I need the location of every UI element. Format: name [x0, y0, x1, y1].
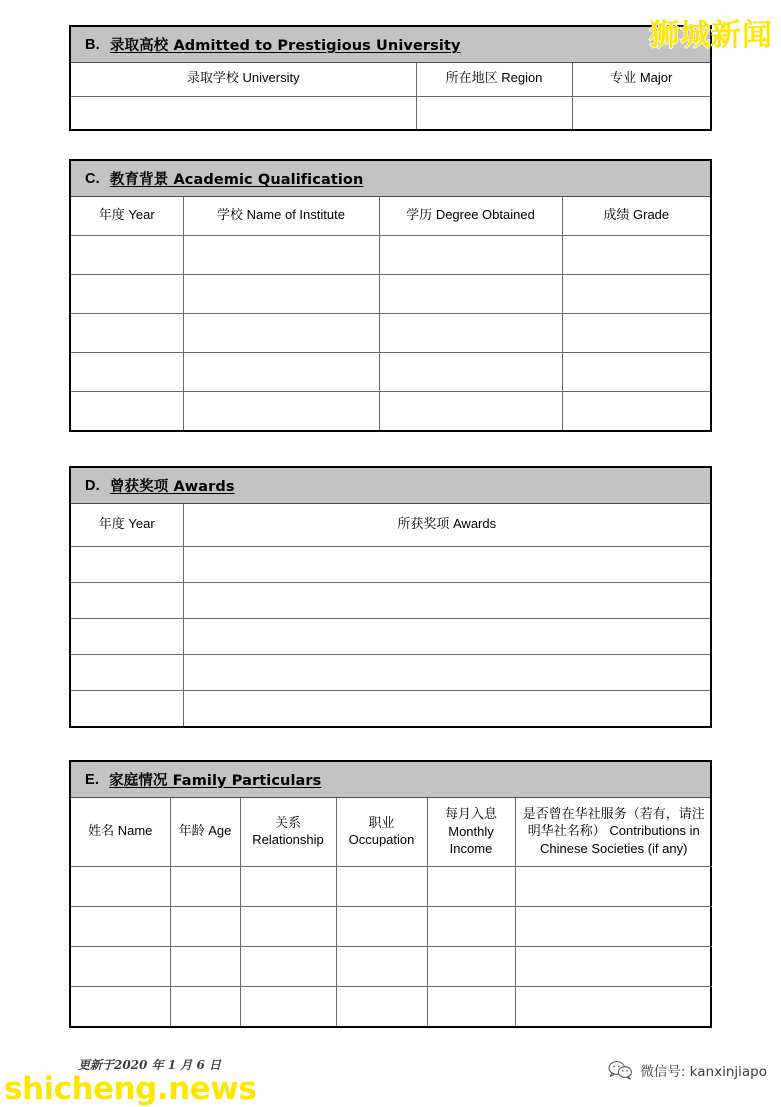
input-cell-monthly-income[interactable]	[427, 946, 515, 986]
input-cell-year[interactable]	[71, 618, 183, 654]
input-cell-contributions[interactable]	[515, 866, 712, 906]
input-cell-award[interactable]	[183, 654, 710, 690]
table-row	[71, 391, 710, 430]
section-e-table	[71, 798, 712, 1026]
column-header-relationship	[240, 798, 336, 866]
section-e-title: 家庭情况 Family Particulars	[109, 773, 322, 789]
input-cell-year[interactable]	[71, 391, 183, 430]
column-header-degree	[379, 197, 562, 235]
section-c-letter: C.	[85, 170, 100, 187]
input-cell-age[interactable]	[170, 986, 240, 1026]
input-cell-institute[interactable]	[183, 235, 379, 274]
section-c-table	[71, 197, 710, 430]
input-cell-degree[interactable]	[379, 235, 562, 274]
table-row	[71, 654, 710, 690]
table-row	[71, 946, 712, 986]
input-cell-degree[interactable]	[379, 313, 562, 352]
table-row	[71, 906, 712, 946]
footer-wechat	[607, 1060, 767, 1080]
column-header-institute	[183, 197, 379, 235]
input-cell-year[interactable]	[71, 582, 183, 618]
column-header-year-en: Year	[128, 515, 155, 531]
table-row	[71, 352, 710, 391]
input-cell-occupation[interactable]	[336, 906, 427, 946]
column-header-year	[71, 197, 183, 235]
input-cell-degree[interactable]	[379, 391, 562, 430]
column-header-name-en: Name	[117, 822, 153, 838]
section-d-title: 曾获奖项 Awards	[109, 479, 235, 495]
watermark-bottom-left: shicheng.news	[4, 1071, 257, 1107]
input-cell-name[interactable]	[71, 866, 170, 906]
column-header-awards	[183, 504, 710, 546]
column-header-occupation	[336, 798, 427, 866]
column-header-name-cn: 姓名	[88, 823, 115, 839]
input-cell-institute[interactable]	[183, 274, 379, 313]
input-cell-institute[interactable]	[183, 391, 379, 430]
table-header-row	[71, 63, 710, 96]
column-header-year	[71, 504, 183, 546]
input-cell-age[interactable]	[170, 946, 240, 986]
input-cell-occupation[interactable]	[336, 866, 427, 906]
column-header-awards-en: Awards	[453, 515, 497, 531]
section-b-table	[71, 63, 710, 129]
input-cell-grade[interactable]	[562, 274, 710, 313]
input-cell-age[interactable]	[170, 906, 240, 946]
table-row	[71, 582, 710, 618]
input-cell-degree[interactable]	[379, 352, 562, 391]
table-row	[71, 274, 710, 313]
column-header-region-en: Region	[501, 70, 543, 86]
input-cell-relationship[interactable]	[240, 866, 336, 906]
column-header-region-cn: 所在地区	[445, 71, 498, 87]
column-header-relationship-en: Relationship	[252, 832, 324, 848]
input-cell-award[interactable]	[183, 546, 710, 582]
column-header-year-cn: 年度	[98, 207, 125, 223]
column-header-institute-cn: 学校	[217, 207, 244, 223]
column-header-contributions-en: Contributions in Chinese Societies (if any)	[540, 823, 700, 857]
input-cell-monthly-income[interactable]	[427, 866, 515, 906]
input-cell-age[interactable]	[170, 866, 240, 906]
input-cell-year[interactable]	[71, 235, 183, 274]
input-cell-university[interactable]	[71, 96, 416, 129]
input-cell-grade[interactable]	[562, 235, 710, 274]
table-row	[71, 96, 710, 129]
input-cell-name[interactable]	[71, 906, 170, 946]
column-header-contributions	[515, 798, 712, 866]
input-cell-degree[interactable]	[379, 274, 562, 313]
section-e-header	[71, 762, 710, 798]
input-cell-year[interactable]	[71, 352, 183, 391]
column-header-university	[71, 63, 416, 96]
input-cell-grade[interactable]	[562, 352, 710, 391]
input-cell-relationship[interactable]	[240, 946, 336, 986]
input-cell-year[interactable]	[71, 546, 183, 582]
column-header-major-cn: 专业	[610, 71, 637, 87]
column-header-grade-cn: 成绩	[603, 207, 630, 223]
column-header-monthly-income-cn: 每月入息	[444, 807, 497, 823]
input-cell-year[interactable]	[71, 690, 183, 726]
input-cell-major[interactable]	[572, 96, 710, 129]
input-cell-name[interactable]	[71, 946, 170, 986]
watermark-top-right: 狮城新闻	[649, 18, 773, 53]
section-b-letter: B.	[85, 36, 100, 53]
input-cell-grade[interactable]	[562, 391, 710, 430]
column-header-institute-en: Name of Institute	[246, 206, 345, 222]
column-header-contributions-cn: 是否曾在华社服务（若有，请注明华社名称）	[522, 806, 705, 840]
column-header-year-cn: 年度	[98, 516, 125, 532]
input-cell-monthly-income[interactable]	[427, 906, 515, 946]
input-cell-region[interactable]	[416, 96, 572, 129]
input-cell-year[interactable]	[71, 654, 183, 690]
section-e-letter: E.	[85, 771, 100, 788]
column-header-monthly-income-en: Monthly Income	[448, 823, 494, 856]
wechat-id-label: 微信号: kanxinjiapo	[640, 1064, 767, 1080]
section-b-admitted-university	[69, 25, 712, 131]
section-d-awards	[69, 466, 712, 728]
input-cell-relationship[interactable]	[240, 986, 336, 1026]
column-header-monthly-income	[427, 798, 515, 866]
input-cell-relationship[interactable]	[240, 906, 336, 946]
table-header-row	[71, 197, 710, 235]
column-header-university-cn: 录取学校	[186, 71, 239, 87]
input-cell-institute[interactable]	[183, 352, 379, 391]
input-cell-year[interactable]	[71, 274, 183, 313]
input-cell-award[interactable]	[183, 618, 710, 654]
column-header-major	[572, 63, 710, 96]
input-cell-grade[interactable]	[562, 313, 710, 352]
column-header-year-en: Year	[128, 206, 155, 222]
input-cell-contributions[interactable]	[515, 906, 712, 946]
table-row	[71, 618, 710, 654]
table-row	[71, 866, 712, 906]
table-row	[71, 690, 710, 726]
section-d-header	[71, 468, 710, 504]
table-header-row	[71, 798, 712, 866]
table-row	[71, 313, 710, 352]
input-cell-award[interactable]	[183, 582, 710, 618]
column-header-region	[416, 63, 572, 96]
input-cell-contributions[interactable]	[515, 946, 712, 986]
section-c-header	[71, 161, 710, 197]
section-e-family-particulars	[69, 760, 712, 1028]
section-b-header	[71, 27, 710, 63]
section-c-title: 教育背景 Academic Qualification	[109, 172, 364, 188]
column-header-age	[170, 798, 240, 866]
section-b-title: 录取高校 Admitted to Prestigious University	[109, 38, 461, 54]
table-header-row	[71, 504, 710, 546]
column-header-awards-cn: 所获奖项	[397, 516, 450, 532]
column-header-grade	[562, 197, 710, 235]
column-header-occupation-cn: 职业	[368, 815, 395, 831]
section-d-letter: D.	[85, 477, 100, 494]
table-row	[71, 986, 712, 1026]
input-cell-year[interactable]	[71, 313, 183, 352]
input-cell-occupation[interactable]	[336, 946, 427, 986]
input-cell-institute[interactable]	[183, 313, 379, 352]
section-d-table	[71, 504, 710, 726]
input-cell-monthly-income[interactable]	[427, 986, 515, 1026]
section-c-academic-qualification	[69, 159, 712, 432]
column-header-degree-en: Degree Obtained	[435, 206, 535, 222]
column-header-relationship-cn: 关系	[274, 815, 301, 831]
input-cell-contributions[interactable]	[515, 986, 712, 1026]
table-row	[71, 546, 710, 582]
column-header-university-en: University	[242, 70, 300, 86]
column-header-occupation-en: Occupation	[348, 832, 415, 848]
input-cell-name[interactable]	[71, 986, 170, 1026]
footer-update-date: 更新于2020 年 1 月 6 日	[78, 1058, 221, 1072]
column-header-grade-en: Grade	[633, 206, 670, 222]
input-cell-award[interactable]	[183, 690, 710, 726]
column-header-major-en: Major	[639, 70, 673, 86]
column-header-age-cn: 年龄	[178, 823, 205, 839]
column-header-age-en: Age	[208, 822, 232, 838]
column-header-degree-cn: 学历	[406, 207, 433, 223]
table-row	[71, 235, 710, 274]
input-cell-occupation[interactable]	[336, 986, 427, 1026]
column-header-name	[71, 798, 170, 866]
wechat-icon	[607, 1060, 633, 1080]
